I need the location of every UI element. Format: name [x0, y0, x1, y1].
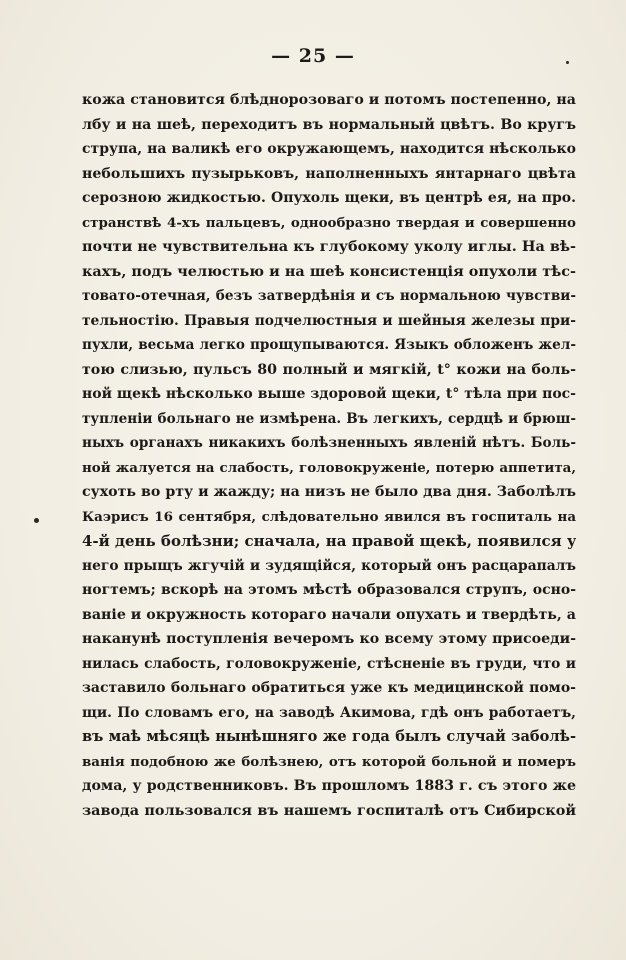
text-line: лбу и на шеѣ, переходитъ въ нормальный цвѣтъ. Во кругъ: [82, 116, 576, 133]
text-line: 4-й день болѣзни; сначала, на правой щекѣ, появился у: [82, 532, 576, 550]
text-line: дома, у родственниковъ. Въ прошломъ 1883 г. съ этого же: [82, 778, 576, 794]
text-line: него прыщъ жгучій и зудящійся, который онъ расцарапалъ: [82, 557, 576, 574]
text-line: завода пользовался въ нашемъ госпиталѣ отъ Сибирской: [82, 801, 576, 819]
text-line: щи. По словамъ его, на заводѣ Акимова, гдѣ онъ работаетъ,: [82, 704, 576, 721]
text-line: тельностію. Правыя подчелюстныя и шейныя железы при-: [82, 312, 576, 329]
text-line: серозною жидкостью. Опухоль щеки, въ центрѣ ея, на про.: [82, 190, 576, 206]
text-line: заставило больнаго обратиться уже къ медицинской помо-: [82, 680, 576, 696]
text-line: пухли, весьма легко прощупываются. Языкъ обложенъ жел-: [82, 337, 576, 353]
text-line: ной щекѣ нѣсколько выше здоровой щеки, t° тѣла при пос-: [82, 386, 576, 402]
text-line: сухоть во рту и жажду; на низъ не было два дня. Заболѣлъ: [82, 484, 576, 500]
text-line: ванія подобною же болѣзнею, отъ которой больной и померъ: [82, 753, 576, 770]
text-line: наканунѣ поступленія вечеромъ ко всему этому присоеди-: [82, 631, 576, 647]
text-line: кожа становится блѣднорозоваго и потомъ постепенно, на: [82, 92, 576, 108]
text-line: ной жалуется на слабость, головокруженіе, потерю аппетита,: [82, 459, 576, 476]
page-number: — 25 —: [271, 45, 355, 67]
text-line: Каэрисъ 16 сентября, слѣдовательно явился въ госпиталь на: [82, 508, 576, 525]
text-line: кахъ, подъ челюстью и на шеѣ консистенція опухоли тѣс-: [82, 262, 576, 280]
text-line: небольшихъ пузырьковъ, наполненныхъ янтарнаго цвѣта: [82, 165, 576, 182]
text-line: тупленіи больнаго не измѣрена. Въ легкихъ, сердцѣ и брюш-: [82, 410, 576, 427]
text-line: струпа, на валикѣ его окружающемъ, находится нѣсколько: [82, 141, 576, 157]
text-line: ныхъ органахъ никакихъ болѣзненныхъ явленій нѣтъ. Боль-: [82, 435, 576, 451]
text-line: товато-отечная, безъ затвердѣнія и съ нормальною чувстви-: [82, 288, 576, 304]
ink-speck: [566, 61, 569, 64]
text-line: странствѣ 4-хъ пальцевъ, однообразно твердая и совершенно: [82, 214, 576, 231]
ink-speck: [34, 518, 39, 523]
body-text: [82, 88, 576, 823]
text-line: въ маѣ мѣсяцѣ нынѣшняго же года былъ случай заболѣ-: [82, 728, 576, 745]
text-line: тою слизью, пульсъ 80 полный и мягкій, t° кожи на боль-: [82, 361, 576, 378]
text-line: нилась слабость, головокруженіе, стѣсненіе въ груди, что и: [82, 655, 576, 672]
text-line: почти не чувствительна къ глубокому уколу иглы. На вѣ-: [82, 238, 576, 255]
text-line: ногтемъ; вскорѣ на этомъ мѣстѣ образовался струпъ, осно-: [82, 582, 576, 598]
text-line: ваніе и окружность котораго начали опухать и твердѣть, а: [82, 606, 576, 623]
